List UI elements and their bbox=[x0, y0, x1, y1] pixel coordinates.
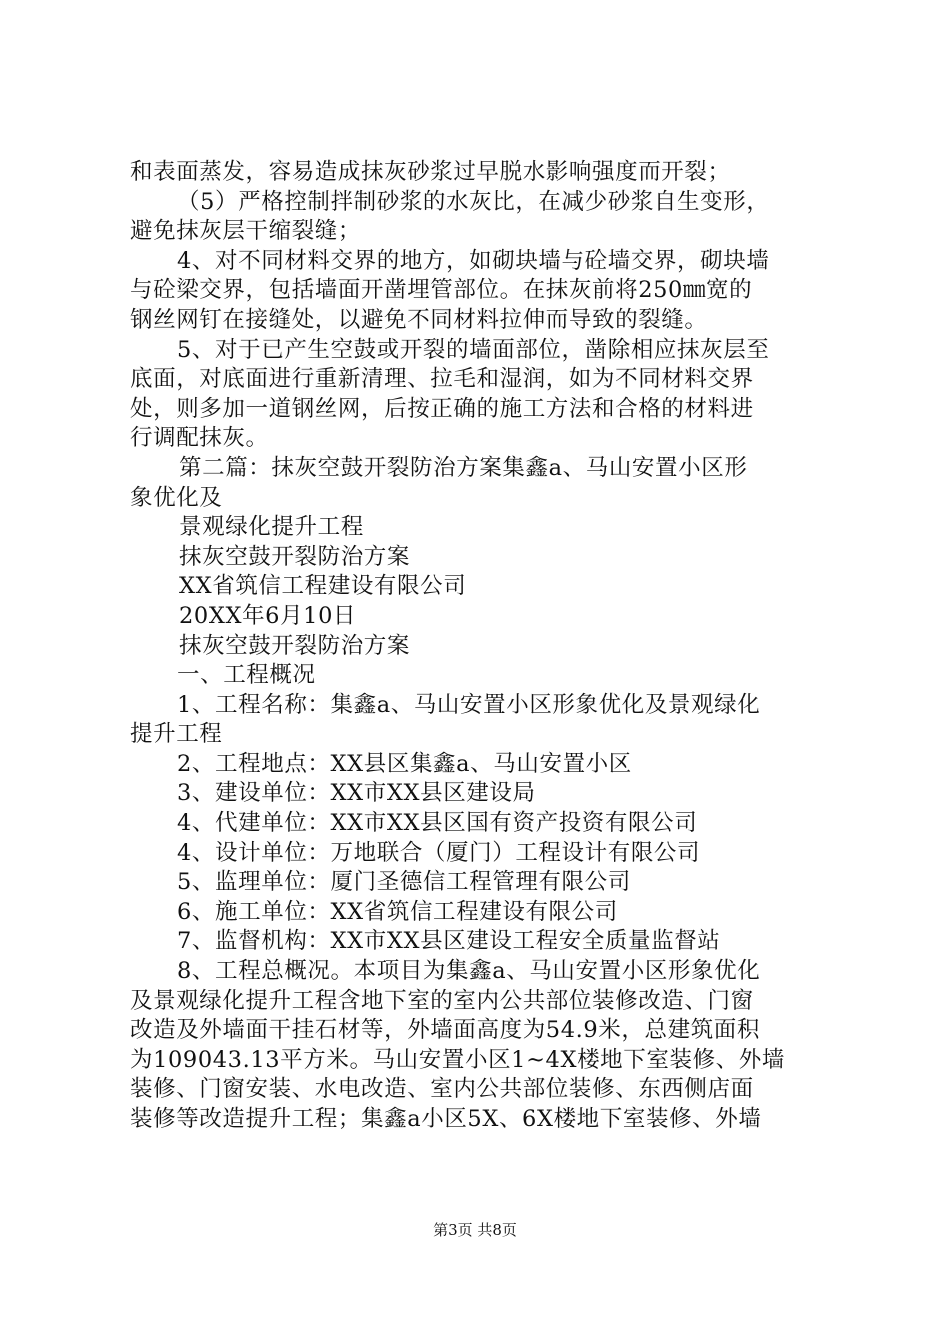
text-line: 装修等改造提升工程；集鑫a小区5X、6X楼地下室装修、外墙 bbox=[130, 1106, 762, 1132]
text-line: 8、工程总概况。本项目为集鑫a、马山安置小区形象优化 bbox=[177, 958, 761, 985]
text-line: 20XX年6月10日 bbox=[179, 602, 357, 629]
text-line: 处，则多加一道钢丝网，后按正确的施工方法和合格的材料进 bbox=[130, 395, 754, 422]
text-line: 5、对于已产生空鼓或开裂的墙面部位，凿除相应抹灰层至 bbox=[177, 336, 770, 363]
text-line: 4、设计单位：万地联合（厦门）工程设计有限公司 bbox=[177, 839, 701, 866]
text-line: 钢丝网钉在接缝处，以避免不同材料拉伸而导致的裂缝。 bbox=[130, 306, 708, 333]
text-line: 4、对不同材料交界的地方，如砌块墙与砼墙交界，砌块墙 bbox=[177, 247, 770, 274]
text-line: 一、工程概况 bbox=[177, 662, 316, 689]
text-line: 行调配抹灰。 bbox=[130, 425, 269, 452]
text-line: 装修、门窗安装、水电改造、室内公共部位装修、东西侧店面 bbox=[130, 1076, 754, 1103]
text-line: XX省筑信工程建设有限公司 bbox=[179, 573, 467, 600]
text-line: 7、监督机构：XX市XX县区建设工程安全质量监督站 bbox=[177, 928, 721, 955]
text-line: 景观绿化提升工程 bbox=[179, 514, 364, 541]
text-line: 象优化及 bbox=[130, 484, 223, 511]
text-line: 1、工程名称：集鑫a、马山安置小区形象优化及景观绿化 bbox=[177, 691, 761, 718]
text-line: 5、监理单位：厦门圣德信工程管理有限公司 bbox=[177, 869, 631, 896]
text-line: 4、代建单位：XX市XX县区国有资产投资有限公司 bbox=[177, 810, 698, 837]
text-line: 提升工程 bbox=[130, 721, 223, 748]
text-line: 及景观绿化提升工程含地下室的室内公共部位装修改造、门窗 bbox=[130, 987, 754, 1014]
text-line: 底面，对底面进行重新清理、拉毛和湿润，如为不同材料交界 bbox=[130, 366, 754, 393]
text-line: 第二篇：抹灰空鼓开裂防治方案集鑫a、马山安置小区形 bbox=[179, 454, 748, 481]
text-line: 为109043.13平方米。马山安置小区1~4X楼地下室装修、外墙 bbox=[130, 1046, 785, 1073]
text-line: 抹灰空鼓开裂防治方案 bbox=[179, 543, 411, 570]
text-line: 3、建设单位：XX市XX县区建设局 bbox=[177, 780, 536, 807]
text-line: 与砼梁交界，包括墙面开凿埋管部位。在抹灰前将250㎜宽的 bbox=[130, 277, 753, 304]
text-line: 6、施工单位：XX省筑信工程建设有限公司 bbox=[177, 898, 618, 925]
text-line: 改造及外墙面干挂石材等，外墙面高度为54.9米，总建筑面积 bbox=[130, 1017, 760, 1044]
text-line: 抹灰空鼓开裂防治方案 bbox=[179, 632, 411, 659]
text-line: （5）严格控制拌制砂浆的水灰比，在减少砂浆自生变形， bbox=[177, 188, 770, 215]
page-footer: 第3页 共8页 bbox=[433, 1221, 517, 1239]
text-line: 和表面蒸发，容易造成抹灰砂浆过早脱水影响强度而开裂； bbox=[130, 159, 731, 185]
text-line: 2、工程地点：XX县区集鑫a、马山安置小区 bbox=[177, 750, 632, 777]
document-body bbox=[130, 158, 830, 1135]
text-line: 避免抹灰层干缩裂缝； bbox=[130, 218, 362, 245]
